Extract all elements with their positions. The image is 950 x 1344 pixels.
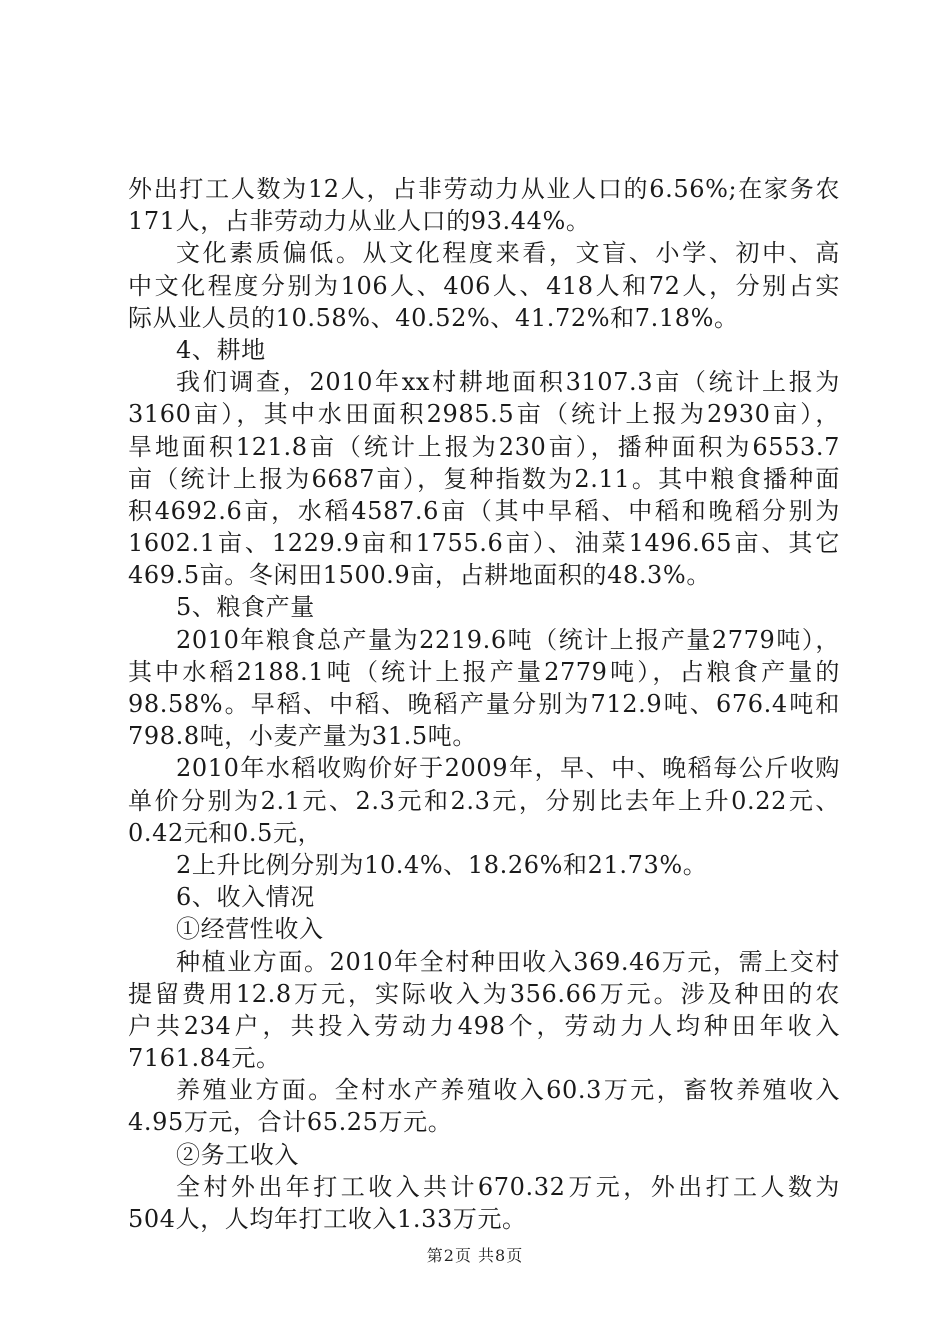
document-body: [128, 173, 840, 1235]
text-line: 其中水稻2188.1吨（统计上报产量2779吨），占粮食产量的: [128, 657, 840, 686]
text-line: 单价分别为2.1元、2.3元和2.3元，分别比去年上升0.22元、: [128, 786, 840, 815]
text-line: 171人，占非劳动力从业人口的93.44%。: [128, 207, 591, 236]
text-line: 0.42元和0.5元，: [128, 818, 323, 847]
text-line: 中文化程度分别为106人、406人、418人和72人，分别占实: [128, 271, 840, 300]
text-line: 469.5亩。冬闲田1500.9亩，占耕地面积的48.3%。: [128, 561, 711, 590]
text-line: 3160亩），其中水田面积2985.5亩（统计上报为2930亩），: [128, 400, 840, 429]
text-line: 1602.1亩、1229.9亩和1755.6亩）、油菜1496.65亩、其它: [128, 529, 840, 558]
text-line: 2上升比例分别为10.4%、18.26%和21.73%。: [176, 850, 708, 879]
text-line: 4.95万元，合计65.25万元。: [128, 1108, 453, 1137]
text-line: 全村外出年打工收入共计670.32万元，外出打工人数为: [176, 1172, 840, 1201]
text-line: 文化素质偏低。从文化程度来看，文盲、小学、初中、高: [176, 239, 840, 268]
text-line: 外出打工人数为12人，占非劳动力从业人口的6.56%;在家务农: [128, 175, 840, 203]
section-heading: 6、收入情况: [176, 883, 315, 912]
section-heading: 5、粮食产量: [176, 593, 315, 622]
text-line: 提留费用12.8万元，实际收入为356.66万元。涉及种田的农: [128, 979, 840, 1008]
text-line: 2010年水稻收购价好于2009年，早、中、晚稻每公斤收购: [176, 754, 840, 783]
page-footer: 第2页 共8页: [426, 1246, 524, 1265]
text-line: 7161.84元。: [128, 1044, 281, 1073]
text-line: 亩（统计上报为6687亩），复种指数为2.11。其中粮食播种面: [128, 464, 840, 493]
text-line: 798.8吨，小麦产量为31.5吨。: [128, 722, 477, 751]
text-line: 户共234户，共投入劳动力498个，劳动力人均种田年收入: [128, 1011, 840, 1040]
text-line: 际从业人员的10.58%、40.52%、41.72%和7.18%。: [128, 303, 739, 332]
text-line: 98.58%。早稻、中稻、晚稻产量分别为712.9吨、676.4吨和: [128, 690, 840, 718]
text-line: 504人，人均年打工收入1.33万元。: [128, 1205, 527, 1233]
section-heading: 4、耕地: [176, 335, 266, 364]
text-line: 积4692.6亩，水稻4587.6亩（其中早稻、中稻和晚稻分别为: [128, 496, 840, 525]
text-line: 种植业方面。2010年全村种田收入369.46万元，需上交村: [176, 947, 840, 976]
text-line: 我们调查，2010年xx村耕地面积3107.3亩（统计上报为: [176, 368, 840, 397]
text-line: 养殖业方面。全村水产养殖收入60.3万元，畜牧养殖收入: [176, 1076, 840, 1105]
section-heading: ②务工收入: [176, 1140, 299, 1169]
text-line: 旱地面积121.8亩（统计上报为230亩），播种面积为6553.7: [128, 432, 840, 461]
section-heading: ①经营性收入: [176, 915, 324, 944]
text-line: 2010年粮食总产量为2219.6吨（统计上报产量2779吨），: [176, 625, 840, 654]
